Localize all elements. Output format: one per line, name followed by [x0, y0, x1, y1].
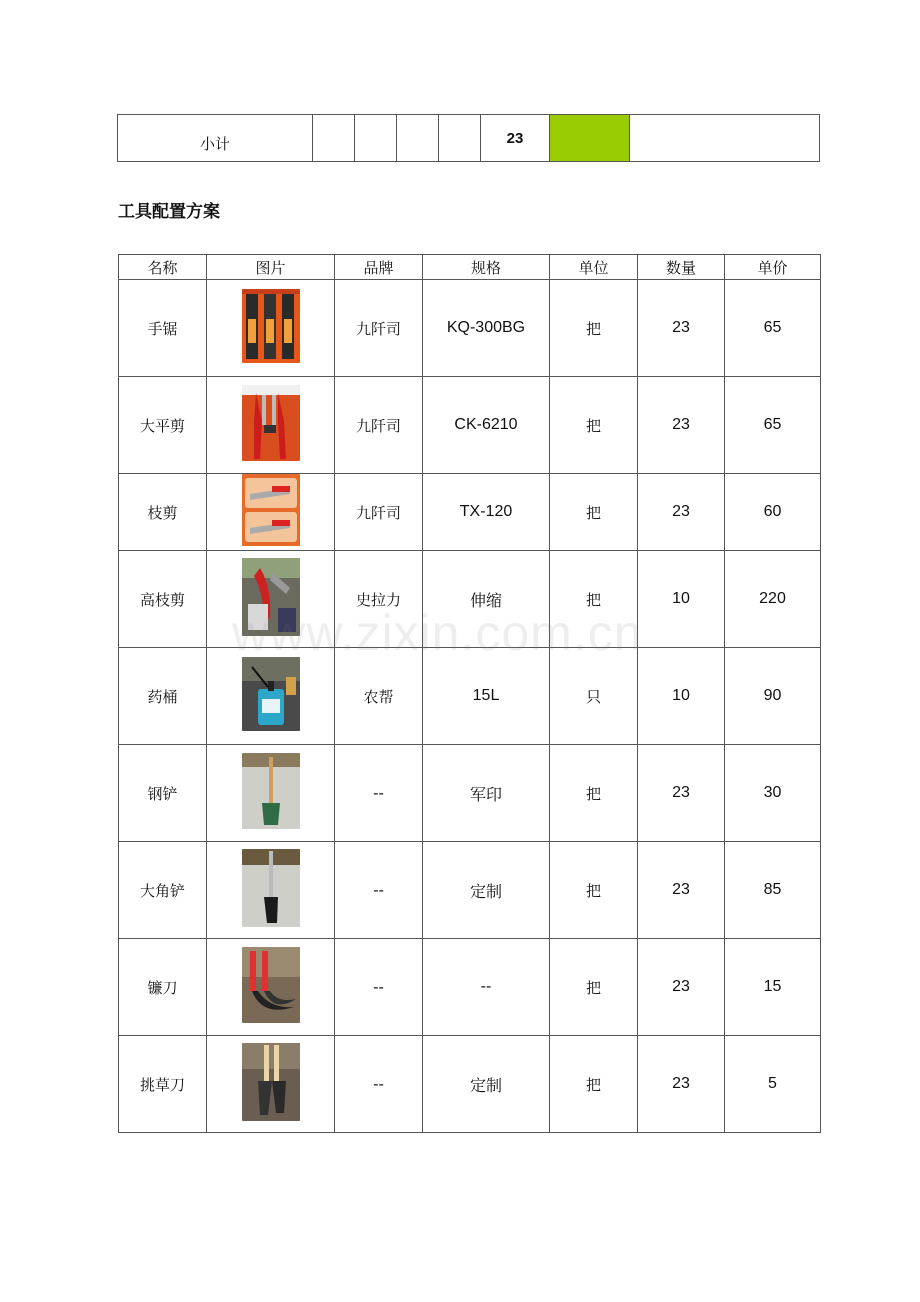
table-row	[119, 474, 821, 551]
brand-cell: 九阡司	[335, 280, 423, 377]
weeding-knife-photo	[242, 1043, 300, 1121]
sickle-photo	[242, 947, 300, 1023]
spec-cell: 定制	[423, 1036, 550, 1133]
name-cell: 挑草刀	[119, 1036, 207, 1133]
header-quantity: 数量	[638, 255, 725, 280]
quantity-cell: 23	[638, 842, 725, 939]
table-row	[119, 648, 821, 745]
table-row	[119, 551, 821, 648]
spec-cell: 定制	[423, 842, 550, 939]
subtotal-empty-cell	[355, 115, 397, 162]
spec-cell: 军印	[423, 745, 550, 842]
subtotal-table	[117, 114, 820, 162]
brand-cell: --	[335, 1036, 423, 1133]
price-cell: 65	[725, 377, 821, 474]
image-cell	[207, 648, 335, 745]
unit-cell: 把	[550, 939, 638, 1036]
hedge-shears-photo	[242, 385, 300, 461]
subtotal-quantity: 23	[481, 115, 550, 162]
subtotal-row	[118, 115, 820, 162]
pole-pruner-photo	[242, 558, 300, 636]
header-spec: 规格	[423, 255, 550, 280]
subtotal-empty-cell	[630, 115, 820, 162]
quantity-cell: 23	[638, 474, 725, 551]
unit-cell: 把	[550, 842, 638, 939]
image-cell	[207, 1036, 335, 1133]
price-cell: 65	[725, 280, 821, 377]
steel-shovel-photo	[242, 753, 300, 829]
brand-cell: --	[335, 939, 423, 1036]
subtotal-highlight-cell	[550, 115, 630, 162]
hand-saw-photo	[242, 289, 300, 363]
unit-cell: 把	[550, 745, 638, 842]
brand-cell: 九阡司	[335, 474, 423, 551]
spec-cell: KQ-300BG	[423, 280, 550, 377]
brand-cell: 农帮	[335, 648, 423, 745]
price-cell: 220	[725, 551, 821, 648]
quantity-cell: 23	[638, 939, 725, 1036]
table-row	[119, 842, 821, 939]
spec-cell: --	[423, 939, 550, 1036]
price-cell: 60	[725, 474, 821, 551]
name-cell: 药桶	[119, 648, 207, 745]
name-cell: 镰刀	[119, 939, 207, 1036]
unit-cell: 把	[550, 551, 638, 648]
name-cell: 大平剪	[119, 377, 207, 474]
unit-cell: 把	[550, 474, 638, 551]
table-header-row	[119, 255, 821, 280]
subtotal-empty-cell	[397, 115, 439, 162]
spec-cell: CK-6210	[423, 377, 550, 474]
pruning-shears-photo	[242, 474, 300, 546]
unit-cell: 把	[550, 280, 638, 377]
table-body	[119, 280, 821, 1133]
subtotal-label: 小计	[118, 115, 313, 162]
tool-config-table	[118, 254, 821, 1133]
header-unit: 单位	[550, 255, 638, 280]
price-cell: 5	[725, 1036, 821, 1133]
header-name: 名称	[119, 255, 207, 280]
spec-cell: TX-120	[423, 474, 550, 551]
quantity-cell: 23	[638, 1036, 725, 1133]
unit-cell: 把	[550, 1036, 638, 1133]
subtotal-empty-cell	[313, 115, 355, 162]
image-cell	[207, 474, 335, 551]
table-row	[119, 377, 821, 474]
name-cell: 枝剪	[119, 474, 207, 551]
header-brand: 品牌	[335, 255, 423, 280]
brand-cell: 九阡司	[335, 377, 423, 474]
image-cell	[207, 377, 335, 474]
name-cell: 手锯	[119, 280, 207, 377]
price-cell: 30	[725, 745, 821, 842]
quantity-cell: 23	[638, 280, 725, 377]
table-row	[119, 745, 821, 842]
quantity-cell: 10	[638, 648, 725, 745]
price-cell: 15	[725, 939, 821, 1036]
name-cell: 大角铲	[119, 842, 207, 939]
subtotal-empty-cell	[439, 115, 481, 162]
name-cell: 高枝剪	[119, 551, 207, 648]
image-cell	[207, 842, 335, 939]
table-row	[119, 1036, 821, 1133]
image-cell	[207, 745, 335, 842]
name-cell: 钢铲	[119, 745, 207, 842]
image-cell	[207, 939, 335, 1036]
image-cell	[207, 280, 335, 377]
angle-spade-photo	[242, 849, 300, 927]
header-price: 单价	[725, 255, 821, 280]
spec-cell: 伸缩	[423, 551, 550, 648]
sprayer-tank-photo	[242, 657, 300, 731]
price-cell: 90	[725, 648, 821, 745]
unit-cell: 只	[550, 648, 638, 745]
table-row	[119, 280, 821, 377]
brand-cell: 史拉力	[335, 551, 423, 648]
unit-cell: 把	[550, 377, 638, 474]
image-cell	[207, 551, 335, 648]
header-image: 图片	[207, 255, 335, 280]
watermark-text: www.zixin.com.cn	[232, 605, 643, 661]
section-title: 工具配置方案	[118, 202, 220, 222]
brand-cell: --	[335, 842, 423, 939]
brand-cell: --	[335, 745, 423, 842]
quantity-cell: 23	[638, 745, 725, 842]
spec-cell: 15L	[423, 648, 550, 745]
quantity-cell: 10	[638, 551, 725, 648]
quantity-cell: 23	[638, 377, 725, 474]
table-row	[119, 939, 821, 1036]
price-cell: 85	[725, 842, 821, 939]
